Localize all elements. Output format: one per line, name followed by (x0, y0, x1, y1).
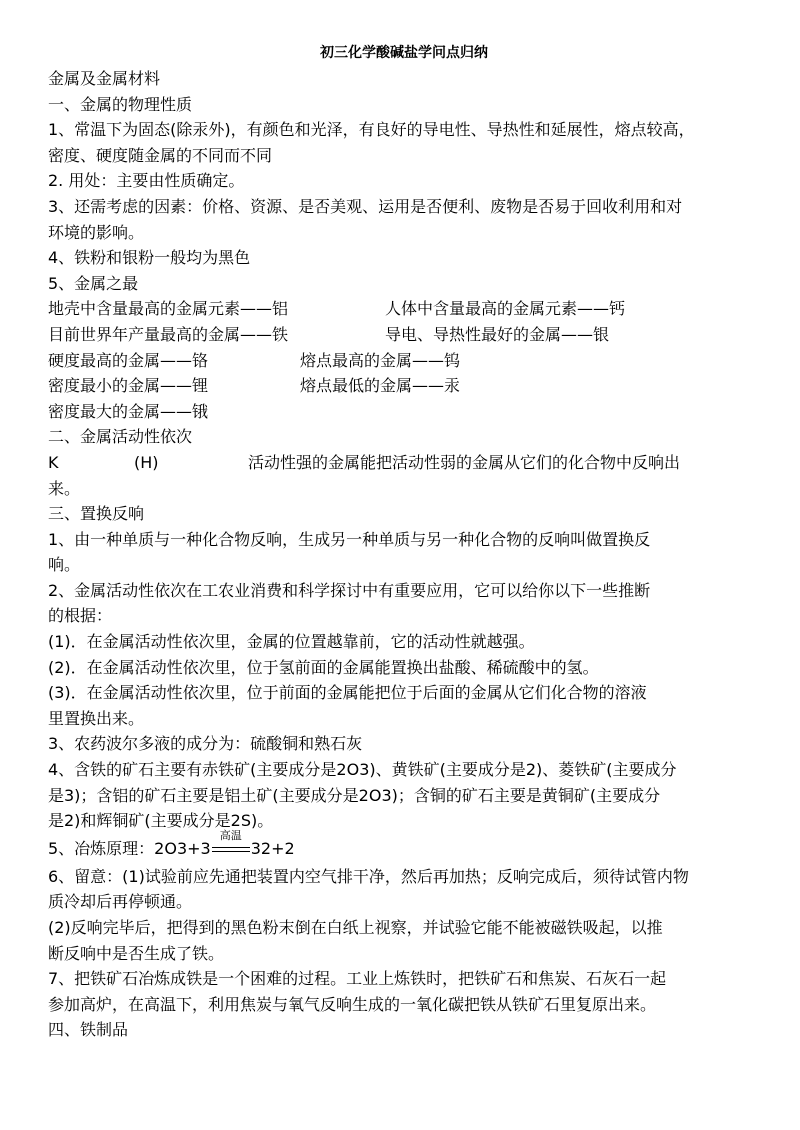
equation-products: 32+2 (250, 838, 295, 858)
paragraph: (2)反响完毕后，把得到的黑色粉末倒在白纸上视察，并试验它能不能被磁铁吸起，以推 (48, 918, 663, 937)
smelting-equation (48, 829, 760, 864)
paragraph: 3、农药波尔多液的成分为：硫酸铜和熟石灰 (48, 734, 363, 754)
document-title: 初三化学酸碱盐学问点归纳 (320, 45, 488, 61)
section-2-title: 二、金属活动性依次 (48, 427, 193, 447)
rule-item: (1)．在金属活动性依次里，金属的位置越靠前，它的活动性就越强。 (48, 632, 535, 652)
paragraph: 响。 (48, 555, 81, 575)
rule-item: (3)．在金属活动性依次里，位于前面的金属能把位于后面的金属从它们化合物的溶液 (48, 683, 647, 703)
paragraph: 是2)和辉铜矿(主要成分是2S)。 (48, 811, 274, 831)
reaction-equals-sign (212, 829, 250, 857)
activity-series-text: 活动性强的金属能把活动性弱的金属从它们的化合物中反响出 (248, 452, 681, 472)
superlative-right: 导电、导热性最好的金属——银 (385, 324, 610, 344)
paragraph: 4、含铁的矿石主要有赤铁矿(主要成分是2O3)、黄铁矿(主要成分是2)、菱铁矿(主要成分 (48, 760, 677, 780)
rule-item: (2)．在金属活动性依次里，位于氢前面的金属能置换出盐酸、稀硫酸中的氢。 (48, 657, 599, 677)
paragraph: 密度、硬度随金属的不同而不同 (48, 145, 273, 165)
superlative-right: 熔点最高的金属——钨 (300, 350, 461, 370)
metal-superlative-row (48, 348, 760, 374)
paragraph: 1、常温下为固态(除汞外)，有颜色和光泽，有良好的导电性、导热性和延展性，熔点较高， (48, 120, 695, 140)
paragraph: 2、金属活动性依次在工农业消费和科学探讨中有重要应用，它可以给你以下一些推断 (48, 580, 651, 600)
section-3-title: 三、置换反响 (48, 504, 145, 524)
paragraph: 7、把铁矿石冶炼成铁是一个困难的过程。工业上炼铁时，把铁矿石和焦炭、石灰石一起 (48, 969, 667, 989)
paragraph: 3、还需考虑的因素：价格、资源、是否美观、运用是否便利、废物是否易于回收利用和对 (48, 196, 683, 216)
paragraph: 5、金属之最 (48, 273, 139, 293)
reaction-condition: 高温 (219, 829, 242, 843)
metal-superlative-row: 密度最大的金属——锇 (48, 401, 209, 421)
paragraph: 4、铁粉和银粉一般均为黑色 (48, 248, 251, 268)
superlative-left: 硬度最高的金属——铬 (48, 350, 209, 370)
paragraph: 断反响中是否生成了铁。 (48, 943, 225, 963)
activity-series-hydrogen: (H) (134, 452, 159, 472)
superlative-right: 人体中含量最高的金属元素——钙 (385, 299, 626, 319)
superlative-left: 目前世界年产量最高的金属——铁 (48, 324, 289, 344)
equation-reactants: 5、冶炼原理：2O3+3 (48, 838, 211, 858)
paragraph: 6、留意：(1)试验前应先通把装置内空气排干净，然后再加热；反响完成后，须待试管内物 (48, 866, 689, 886)
paragraph: 的根据： (48, 606, 113, 626)
activity-series-start: K (48, 452, 59, 472)
paragraph: 是3)；含铝的矿石主要是铝土矿(主要成分是2O3)；含铜的矿石主要是黄铜矿(主要成分 (48, 785, 661, 805)
paragraph: 质冷却后再停顿通。 (48, 892, 193, 912)
activity-series-row (48, 450, 760, 476)
paragraph: 来。 (48, 478, 81, 498)
paragraph: 环境的影响。 (48, 222, 145, 242)
paragraph: 2. 用处：主要由性质确定。 (48, 171, 245, 191)
section-1-title: 一、金属的物理性质 (48, 94, 193, 114)
metal-superlative-row (48, 296, 760, 322)
superlative-left: 地壳中含量最高的金属元素——铝 (48, 299, 289, 319)
paragraph: 1、由一种单质与一种化合物反响，生成另一种单质与另一种化合物的反响叫做置换反 (48, 529, 651, 549)
document-heading: 金属及金属材料 (48, 69, 161, 88)
section-4-title: 四、铁制品 (48, 1020, 129, 1040)
superlative-right: 熔点最低的金属——汞 (300, 376, 461, 396)
superlative-left: 密度最小的金属——锂 (48, 376, 209, 396)
metal-superlative-row (48, 373, 760, 399)
paragraph: 参加高炉，在高温下，利用焦炭与氧气反响生成的一氧化碳把铁从铁矿石里复原出来。 (48, 994, 657, 1014)
document-page (48, 40, 760, 1043)
metal-superlative-row (48, 322, 760, 348)
rule-item: 里置换出来。 (48, 708, 145, 728)
